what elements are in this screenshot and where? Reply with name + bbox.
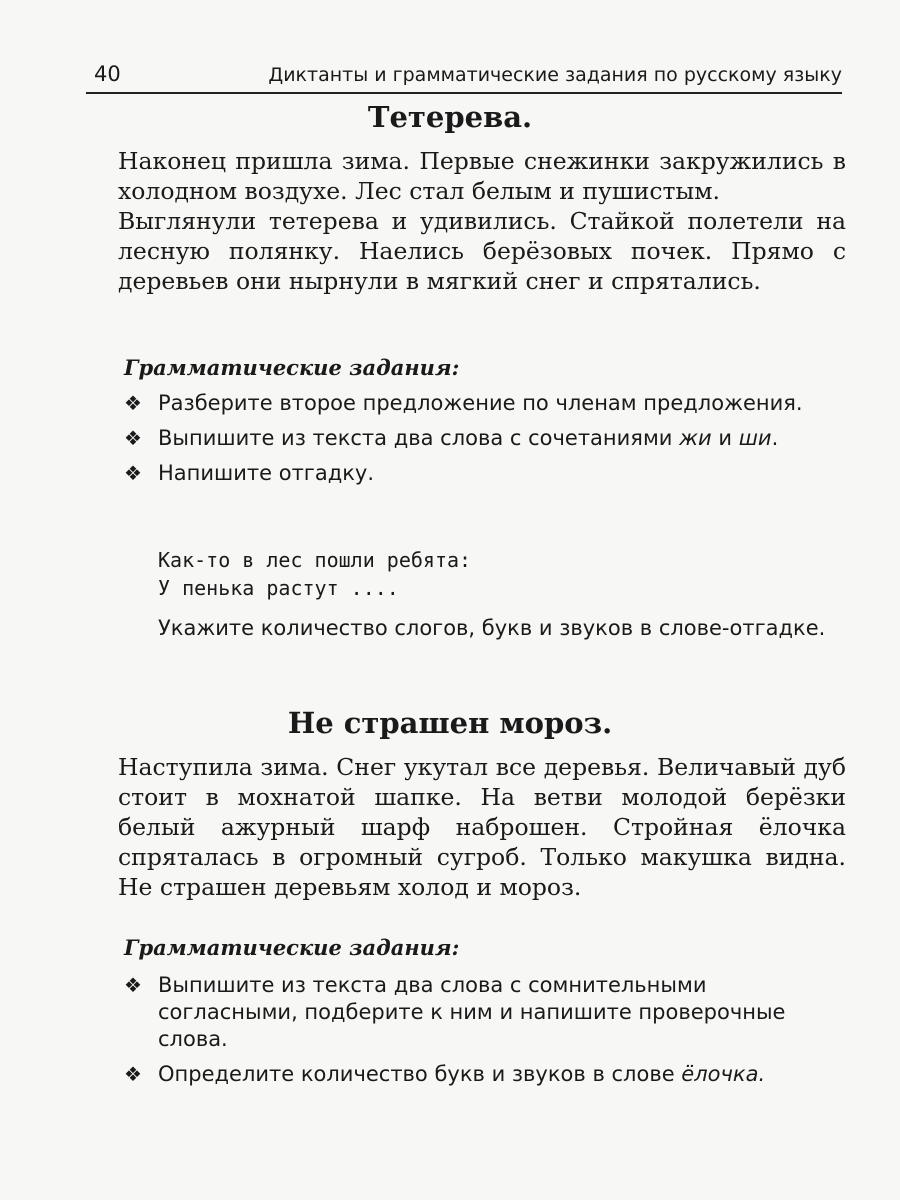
bullet-icon: ❖ [124, 426, 142, 450]
bullet-icon: ❖ [124, 461, 142, 485]
task-text: Напишите отгадку. [158, 461, 375, 485]
riddle [158, 546, 471, 602]
task-text: и [711, 426, 739, 450]
page-number: 40 [94, 62, 121, 86]
task-text: Выпишите из текста два слова с сочетаниями [158, 426, 680, 450]
page-header [86, 56, 842, 94]
bullet-icon: ❖ [124, 973, 142, 997]
italic-term: жи [679, 426, 712, 450]
italic-term: ёлочка. [681, 1062, 766, 1086]
task-item [124, 972, 844, 1053]
task-item [124, 425, 844, 452]
riddle-line: Как-то в лес пошли ребята: [158, 548, 472, 572]
task-text: Выпишите из текста два слова с сомнительными согласными, подберите к ним и напишите проверочные слова. [158, 973, 786, 1051]
task-item [124, 460, 844, 487]
italic-term: ши [738, 426, 772, 450]
paragraph: Наконец пришла зима. Первые снежинки закружились в холодном воздухе. Лес стал белым и пушистым. [118, 147, 846, 205]
section-title-1: Тетерева. [367, 100, 533, 134]
riddle-line: У пенька растут .... [158, 576, 399, 600]
tasks-heading: Грамматические задания: [124, 935, 460, 960]
paragraph: Наступила зима. Снег укутал все деревья. Величавый дуб стоит в мохнатой шапке. На ветви молодой берёзки белый ажурный шарф наброшен. Стройная ёлочка спряталась в огромный сугроб. Только макушка видна. Не страшен деревьям холод и мороз. [118, 753, 846, 901]
tasks-heading: Грамматические задания: [124, 355, 460, 380]
task-list-1 [124, 390, 844, 495]
task-item [124, 1061, 844, 1088]
paragraph: Выглянули тетерева и удивились. Стайкой полетели на лесную полянку. Наелись берёзовых почек. Прямо с деревьев они нырнули в мягкий снег и спрятались. [118, 207, 846, 295]
section-1-text [118, 146, 846, 296]
task-list-2 [124, 972, 844, 1096]
task-text: . [771, 426, 779, 450]
task-item [124, 390, 844, 417]
running-title: Диктанты и грамматические задания по русскому языку [268, 64, 842, 86]
task-text: Определите количество букв и звуков в слове [158, 1062, 682, 1086]
bullet-icon: ❖ [124, 391, 142, 415]
extra-task: Укажите количество слогов, букв и звуков в слове-отгадке. [158, 616, 826, 640]
section-2-text [118, 752, 846, 902]
section-title-2: Не страшен мороз. [287, 706, 613, 740]
bullet-icon: ❖ [124, 1062, 142, 1086]
task-text: Разберите второе предложение по членам предложения. [158, 391, 803, 415]
